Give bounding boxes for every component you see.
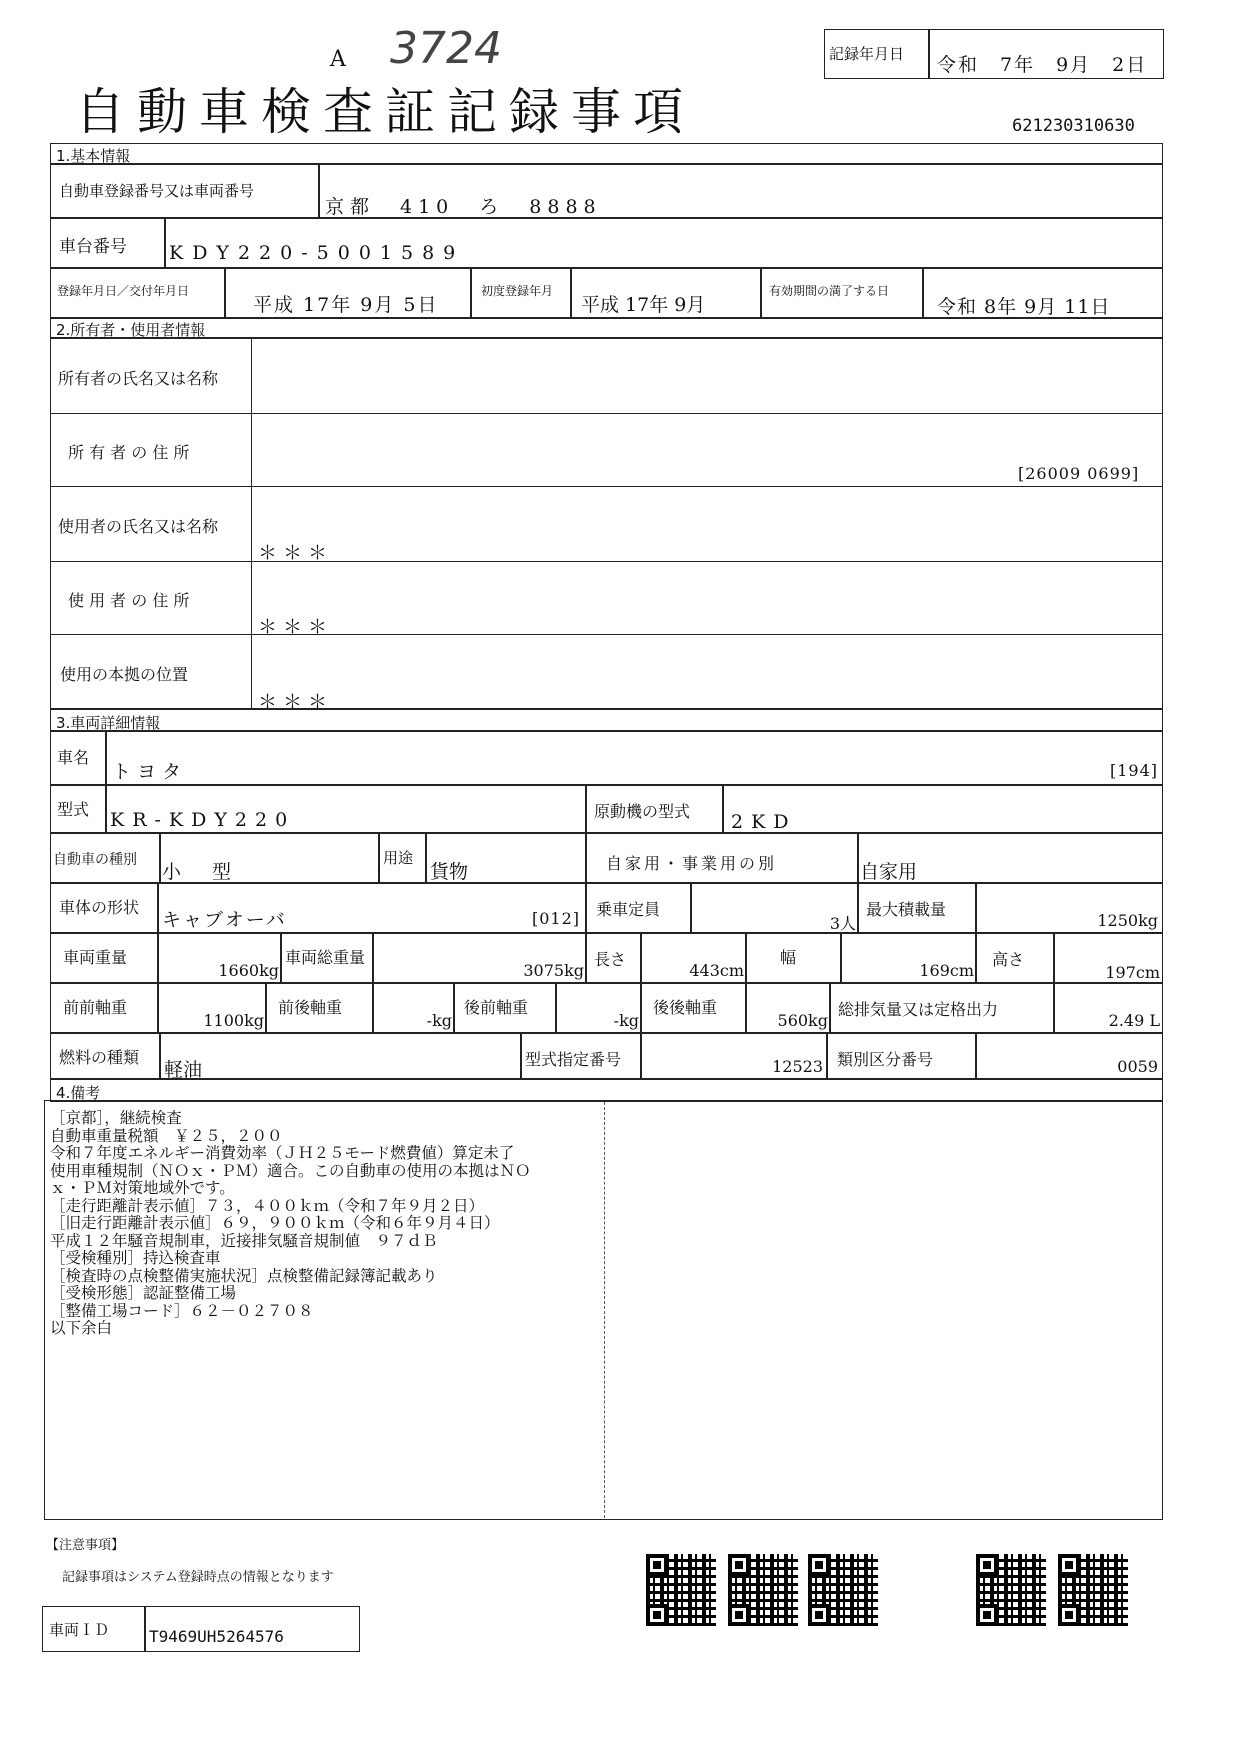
engine-label-cell — [585, 784, 724, 834]
vehicle-id-label: 車両ＩＤ — [49, 1621, 110, 1639]
use-value-cell — [425, 832, 587, 884]
class-number-value-cell — [975, 1032, 1163, 1080]
first-reg-label-cell — [470, 267, 572, 319]
weight-label: 車両重量 — [63, 948, 128, 967]
section-3-header — [50, 708, 1163, 732]
class-number-label: 類別区分番号 — [837, 1050, 934, 1069]
displacement-value-cell — [1053, 982, 1163, 1034]
capacity-value-cell — [690, 882, 859, 934]
owner-name-label: 所有者の氏名又は名称 — [58, 369, 219, 388]
weight-value: 1660kg — [218, 961, 279, 980]
type-number-value: 12523 — [772, 1057, 823, 1076]
section-4-header — [50, 1078, 1163, 1102]
vehicle-id-label-cell — [42, 1606, 146, 1652]
use-label: 用途 — [383, 849, 414, 867]
front-rear-axle-label: 前後軸重 — [278, 998, 343, 1017]
record-date: 令和 7年 9月 2日 — [937, 54, 1148, 76]
row-divider — [50, 486, 1163, 487]
chassis-value-cell — [164, 217, 1163, 269]
document-number: 621230310630 — [1012, 116, 1135, 136]
capacity-label-cell — [585, 882, 692, 934]
chassis-value: KDY220-5001589 — [169, 242, 465, 264]
type-number-value-cell — [640, 1032, 828, 1080]
private-label-cell — [585, 832, 859, 884]
body-value: キャブオーバ — [162, 909, 287, 931]
model-value: KR-KDY220 — [110, 809, 296, 831]
private-label: 自家用・事業用の別 — [606, 854, 778, 873]
kind-value: 小 型 — [162, 861, 238, 883]
displacement-label: 総排気量又は定格出力 — [838, 1000, 999, 1019]
maxload-label: 最大積載量 — [866, 900, 947, 919]
model-value-cell — [105, 784, 587, 834]
engine-label: 原動機の型式 — [594, 802, 691, 821]
car-name-value: トヨタ — [112, 761, 188, 783]
front-rear-axle-value: -kg — [426, 1011, 452, 1030]
rf-value-cell — [555, 982, 642, 1034]
chassis-label-cell — [50, 217, 166, 269]
body-value-cell — [157, 882, 587, 934]
reg-label-cell — [50, 163, 320, 219]
section-1-title: 1.基本情報 — [56, 147, 131, 165]
height-value: 197cm — [1105, 963, 1160, 982]
width-value: 169cm — [919, 961, 974, 980]
section-3-title: 3.車両詳細情報 — [56, 714, 161, 732]
ff-label-cell — [50, 982, 159, 1034]
rear-rear-axle-label: 後後軸重 — [653, 998, 718, 1017]
remarks-divider — [604, 1102, 605, 1518]
page-title: 自動車検査証記録事項 — [75, 83, 695, 141]
fr-value-cell — [372, 982, 455, 1034]
engine-value-cell — [722, 784, 1163, 834]
rear-front-axle-value: -kg — [613, 1011, 639, 1030]
row-divider — [50, 413, 1163, 414]
maxload-label-cell — [857, 882, 977, 934]
rr-label-cell — [640, 982, 747, 1034]
capacity-label: 乗車定員 — [596, 900, 661, 919]
owner-address-code: [26009 0699] — [1018, 464, 1140, 483]
notice-title: 【注意事項】 — [46, 1538, 125, 1553]
kind-value-cell — [159, 832, 380, 884]
fuel-value: 軽油 — [164, 1059, 203, 1081]
user-name-value: ＊＊＊ — [258, 542, 334, 564]
row-divider — [50, 634, 1163, 635]
vehicle-id-cell — [144, 1606, 360, 1652]
body-code: [012] — [531, 909, 580, 928]
private-value: 自家用 — [860, 861, 918, 883]
front-front-axle-value: 1100kg — [203, 1011, 264, 1030]
capacity-value: 3人 — [829, 914, 856, 933]
reg-label: 自動車登録番号又は車両番号 — [59, 182, 255, 200]
handwritten-number: 3724 — [390, 23, 502, 74]
car-name-label: 車名 — [57, 748, 90, 767]
gross-label-cell — [280, 932, 374, 984]
displacement-value: 2.49 L — [1108, 1011, 1160, 1030]
section-2-title: 2.所有者・使用者情報 — [56, 321, 206, 339]
column-divider — [251, 337, 252, 710]
reg-value: 京都 410 ろ 8888 — [325, 196, 602, 218]
owner-address-label: 所 有 者 の 住 所 — [68, 443, 190, 462]
kind-label-cell — [50, 832, 161, 884]
type-number-label: 型式指定番号 — [525, 1050, 622, 1069]
width-label: 幅 — [780, 948, 797, 967]
remarks-text: ［京都］，継続検査 自動車重量税額 ￥２５，２００ 令和７年度エネルギー消費効率（ＪＨ２５モード燃費値）算定未了 使用車種規制（ＮＯｘ・ＰＭ）適合。この自動車の使用の本拠はＮＯ ｘ・ＰＭ対策地域外です。 ［走行距離計表示値］７３，４００ｋｍ（令和７年９月２日） ［旧走行距離計表示値］６９，９００ｋｍ（令和６年９月４日） 平成１２年騒音規制車，近接排気騒音規制値 ９７ｄＢ ［受検種別］持込検査車 ［検査時の点検整備実施状況］点検整備記録簿記載あり ［受検形態］認証整備工場 ［整備工場コード］６２－０２７０８ 以下余白 — [50, 1109, 531, 1337]
section-1-header — [50, 143, 1163, 165]
gross-value-cell — [372, 932, 587, 984]
weight-value-cell — [157, 932, 282, 984]
notice-text: 記録事項はシステム登録時点の情報となります — [62, 1570, 334, 1585]
length-label-cell — [585, 932, 642, 984]
vehicle-id: T9469UH5264576 — [149, 1627, 284, 1646]
rear-rear-axle-value: 560kg — [777, 1011, 828, 1030]
chassis-label: 車台番号 — [59, 237, 127, 257]
gross-label: 車両総重量 — [285, 948, 366, 967]
class-number-value: 0059 — [1117, 1057, 1158, 1076]
length-value: 443cm — [689, 961, 744, 980]
rf-label-cell — [453, 982, 557, 1034]
engine-value: 2KD — [731, 811, 797, 833]
regdate-value: 平成 17年 9月 5日 — [253, 294, 439, 316]
mark-a: A — [330, 47, 346, 72]
base-location-label: 使用の本拠の位置 — [60, 665, 189, 684]
rr-value-cell — [745, 982, 831, 1034]
base-location-value: ＊＊＊ — [258, 691, 334, 713]
fr-label-cell — [265, 982, 374, 1034]
width-value-cell — [840, 932, 977, 984]
qr-code-5 — [1058, 1554, 1128, 1626]
width-label-cell — [745, 932, 842, 984]
expiry-label-cell — [760, 267, 924, 319]
kind-label: 自動車の種別 — [53, 852, 137, 868]
record-date-label-cell — [824, 29, 930, 79]
private-value-cell — [857, 832, 1163, 884]
model-label-cell — [50, 784, 107, 834]
front-front-axle-label: 前前軸重 — [63, 998, 128, 1017]
user-address-label: 使 用 者 の 住 所 — [68, 591, 190, 610]
use-value: 貨物 — [430, 861, 469, 883]
qr-code-2 — [728, 1554, 798, 1626]
weight-label-cell — [50, 932, 159, 984]
ff-value-cell — [157, 982, 267, 1034]
record-date-cell — [928, 29, 1164, 79]
regdate-label-cell — [50, 267, 226, 319]
first-reg-value: 平成 17年 9月 — [581, 294, 706, 316]
row-divider — [50, 561, 1163, 562]
user-address-value: ＊＊＊ — [258, 616, 334, 638]
qr-code-3 — [808, 1554, 878, 1626]
car-name-label-cell — [50, 730, 107, 786]
fuel-label: 燃料の種類 — [59, 1048, 140, 1067]
type-number-label-cell — [520, 1032, 642, 1080]
displacement-label-cell — [829, 982, 1055, 1034]
rear-front-axle-label: 後前軸重 — [464, 998, 529, 1017]
regdate-value-cell — [224, 267, 472, 319]
qr-code-1 — [646, 1554, 716, 1626]
reg-value-cell — [318, 163, 1163, 219]
expiry-value-cell — [922, 267, 1163, 319]
expiry-value: 令和 8年 9月 11日 — [937, 296, 1111, 318]
height-label: 高さ — [992, 950, 1025, 969]
first-reg-label: 初度登録年月 — [481, 284, 554, 298]
fuel-label-cell — [50, 1032, 161, 1080]
maxload-value: 1250kg — [1097, 911, 1158, 930]
section-4-title: 4.備考 — [56, 1084, 101, 1102]
length-label: 長さ — [594, 950, 627, 969]
gross-value: 3075kg — [523, 961, 584, 980]
qr-code-4 — [976, 1554, 1046, 1626]
first-reg-value-cell — [570, 267, 762, 319]
height-value-cell — [1053, 932, 1163, 984]
height-label-cell — [975, 932, 1055, 984]
regdate-label: 登録年月日／交付年月日 — [57, 284, 190, 298]
section-2-header — [50, 317, 1163, 339]
body-label: 車体の形状 — [59, 898, 140, 917]
car-name-value-cell — [105, 730, 1163, 786]
body-label-cell — [50, 882, 159, 934]
car-name-code: [194] — [1109, 761, 1158, 780]
fuel-value-cell — [159, 1032, 522, 1080]
expiry-label: 有効期間の満了する日 — [769, 284, 890, 298]
maxload-value-cell — [975, 882, 1163, 934]
class-number-label-cell — [826, 1032, 977, 1080]
model-label: 型式 — [57, 800, 90, 819]
use-label-cell — [378, 832, 427, 884]
length-value-cell — [640, 932, 747, 984]
record-date-label: 記録年月日 — [829, 45, 905, 63]
user-name-label: 使用者の氏名又は名称 — [58, 517, 219, 536]
